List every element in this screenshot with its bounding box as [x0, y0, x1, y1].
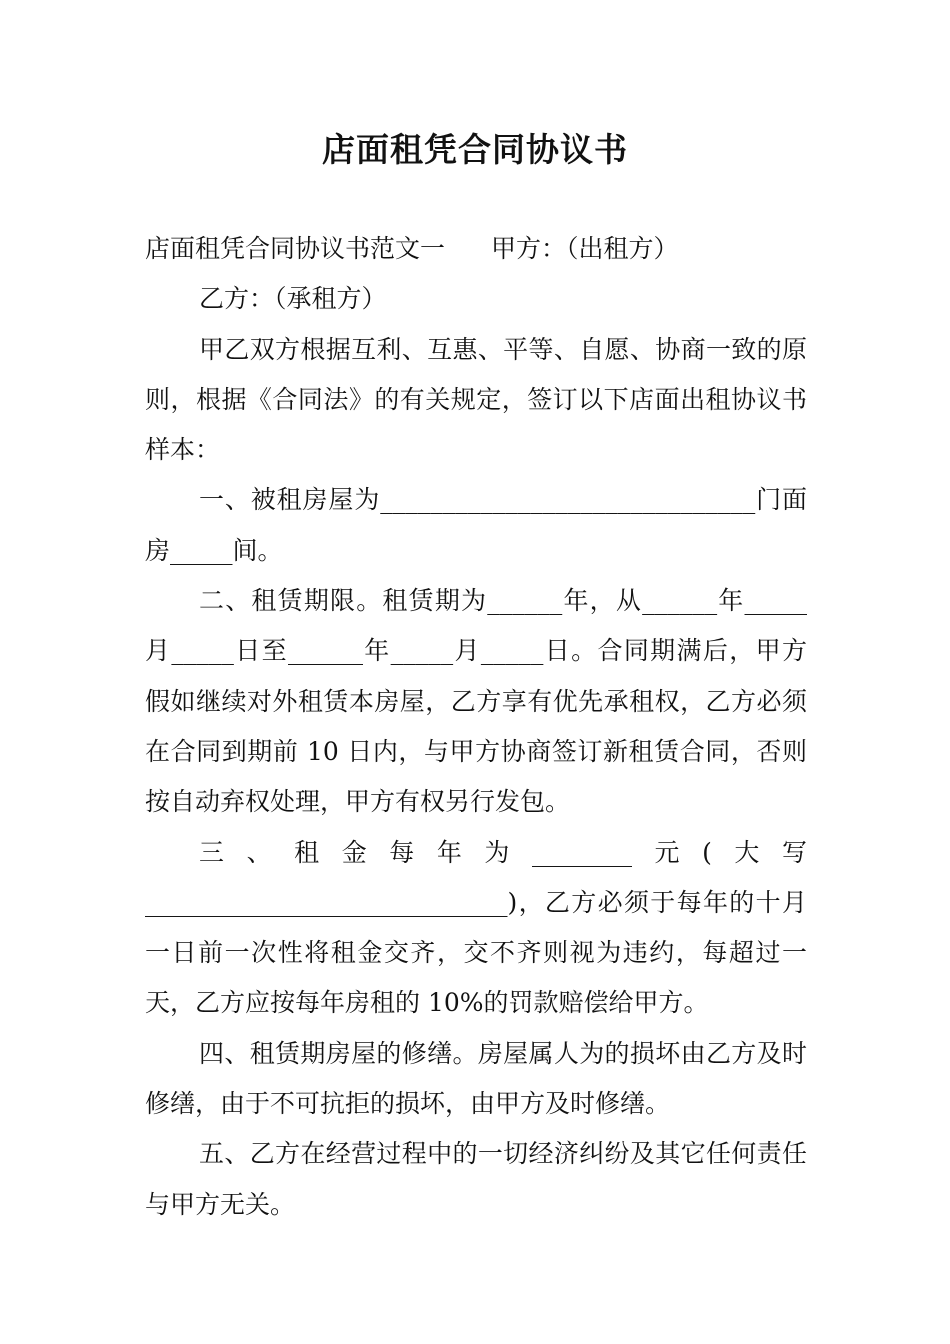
party-b-line: 乙方：（承租方） — [199, 284, 387, 314]
document-body — [145, 224, 807, 1230]
paragraph-clause-2: 二、租赁期限。租赁期为______年，从______年_____月_____日至______年_____月_____日。合同期满后，甲方假如继续对外租赁本房屋，乙方享有优先承租权，乙方必须在合同到期前 10 日内，与甲方协商签订新租赁合同，否则按自动弃权处理，甲方有权另行发包。 — [145, 586, 807, 817]
paragraph-clause-3: 三、租金每年为________元(大写_____________________________)，乙方必须于每年的十月一日前一次性将租金交齐，交不齐则视为违约，每超过一天，乙方应按每年房租的 10%的罚款赔偿给甲方。 — [145, 837, 807, 1018]
intro-line — [145, 224, 807, 274]
document-title: 店面租凭合同协议书 — [322, 130, 628, 169]
paragraph-clause-5: 五、乙方在经营过程中的一切经济纠纷及其它任何责任与甲方无关。 — [145, 1139, 807, 1219]
intro-line-right: 甲方：（出租方） — [491, 234, 679, 263]
paragraph-clause-1: 一、被租房屋为______________________________门面房_____间。 — [145, 485, 807, 565]
paragraph-preamble: 甲乙双方根据互利、互惠、平等、自愿、协商一致的原则，根据《合同法》的有关规定，签订以下店面出租协议书样本： — [145, 334, 807, 465]
intro-line-left: 店面租凭合同协议书范文一 — [145, 234, 446, 263]
paragraph-clause-4: 四、租赁期房屋的修缮。房屋属人为的损坏由乙方及时修缮，由于不可抗拒的损坏，由甲方及时修缮。 — [145, 1038, 807, 1119]
